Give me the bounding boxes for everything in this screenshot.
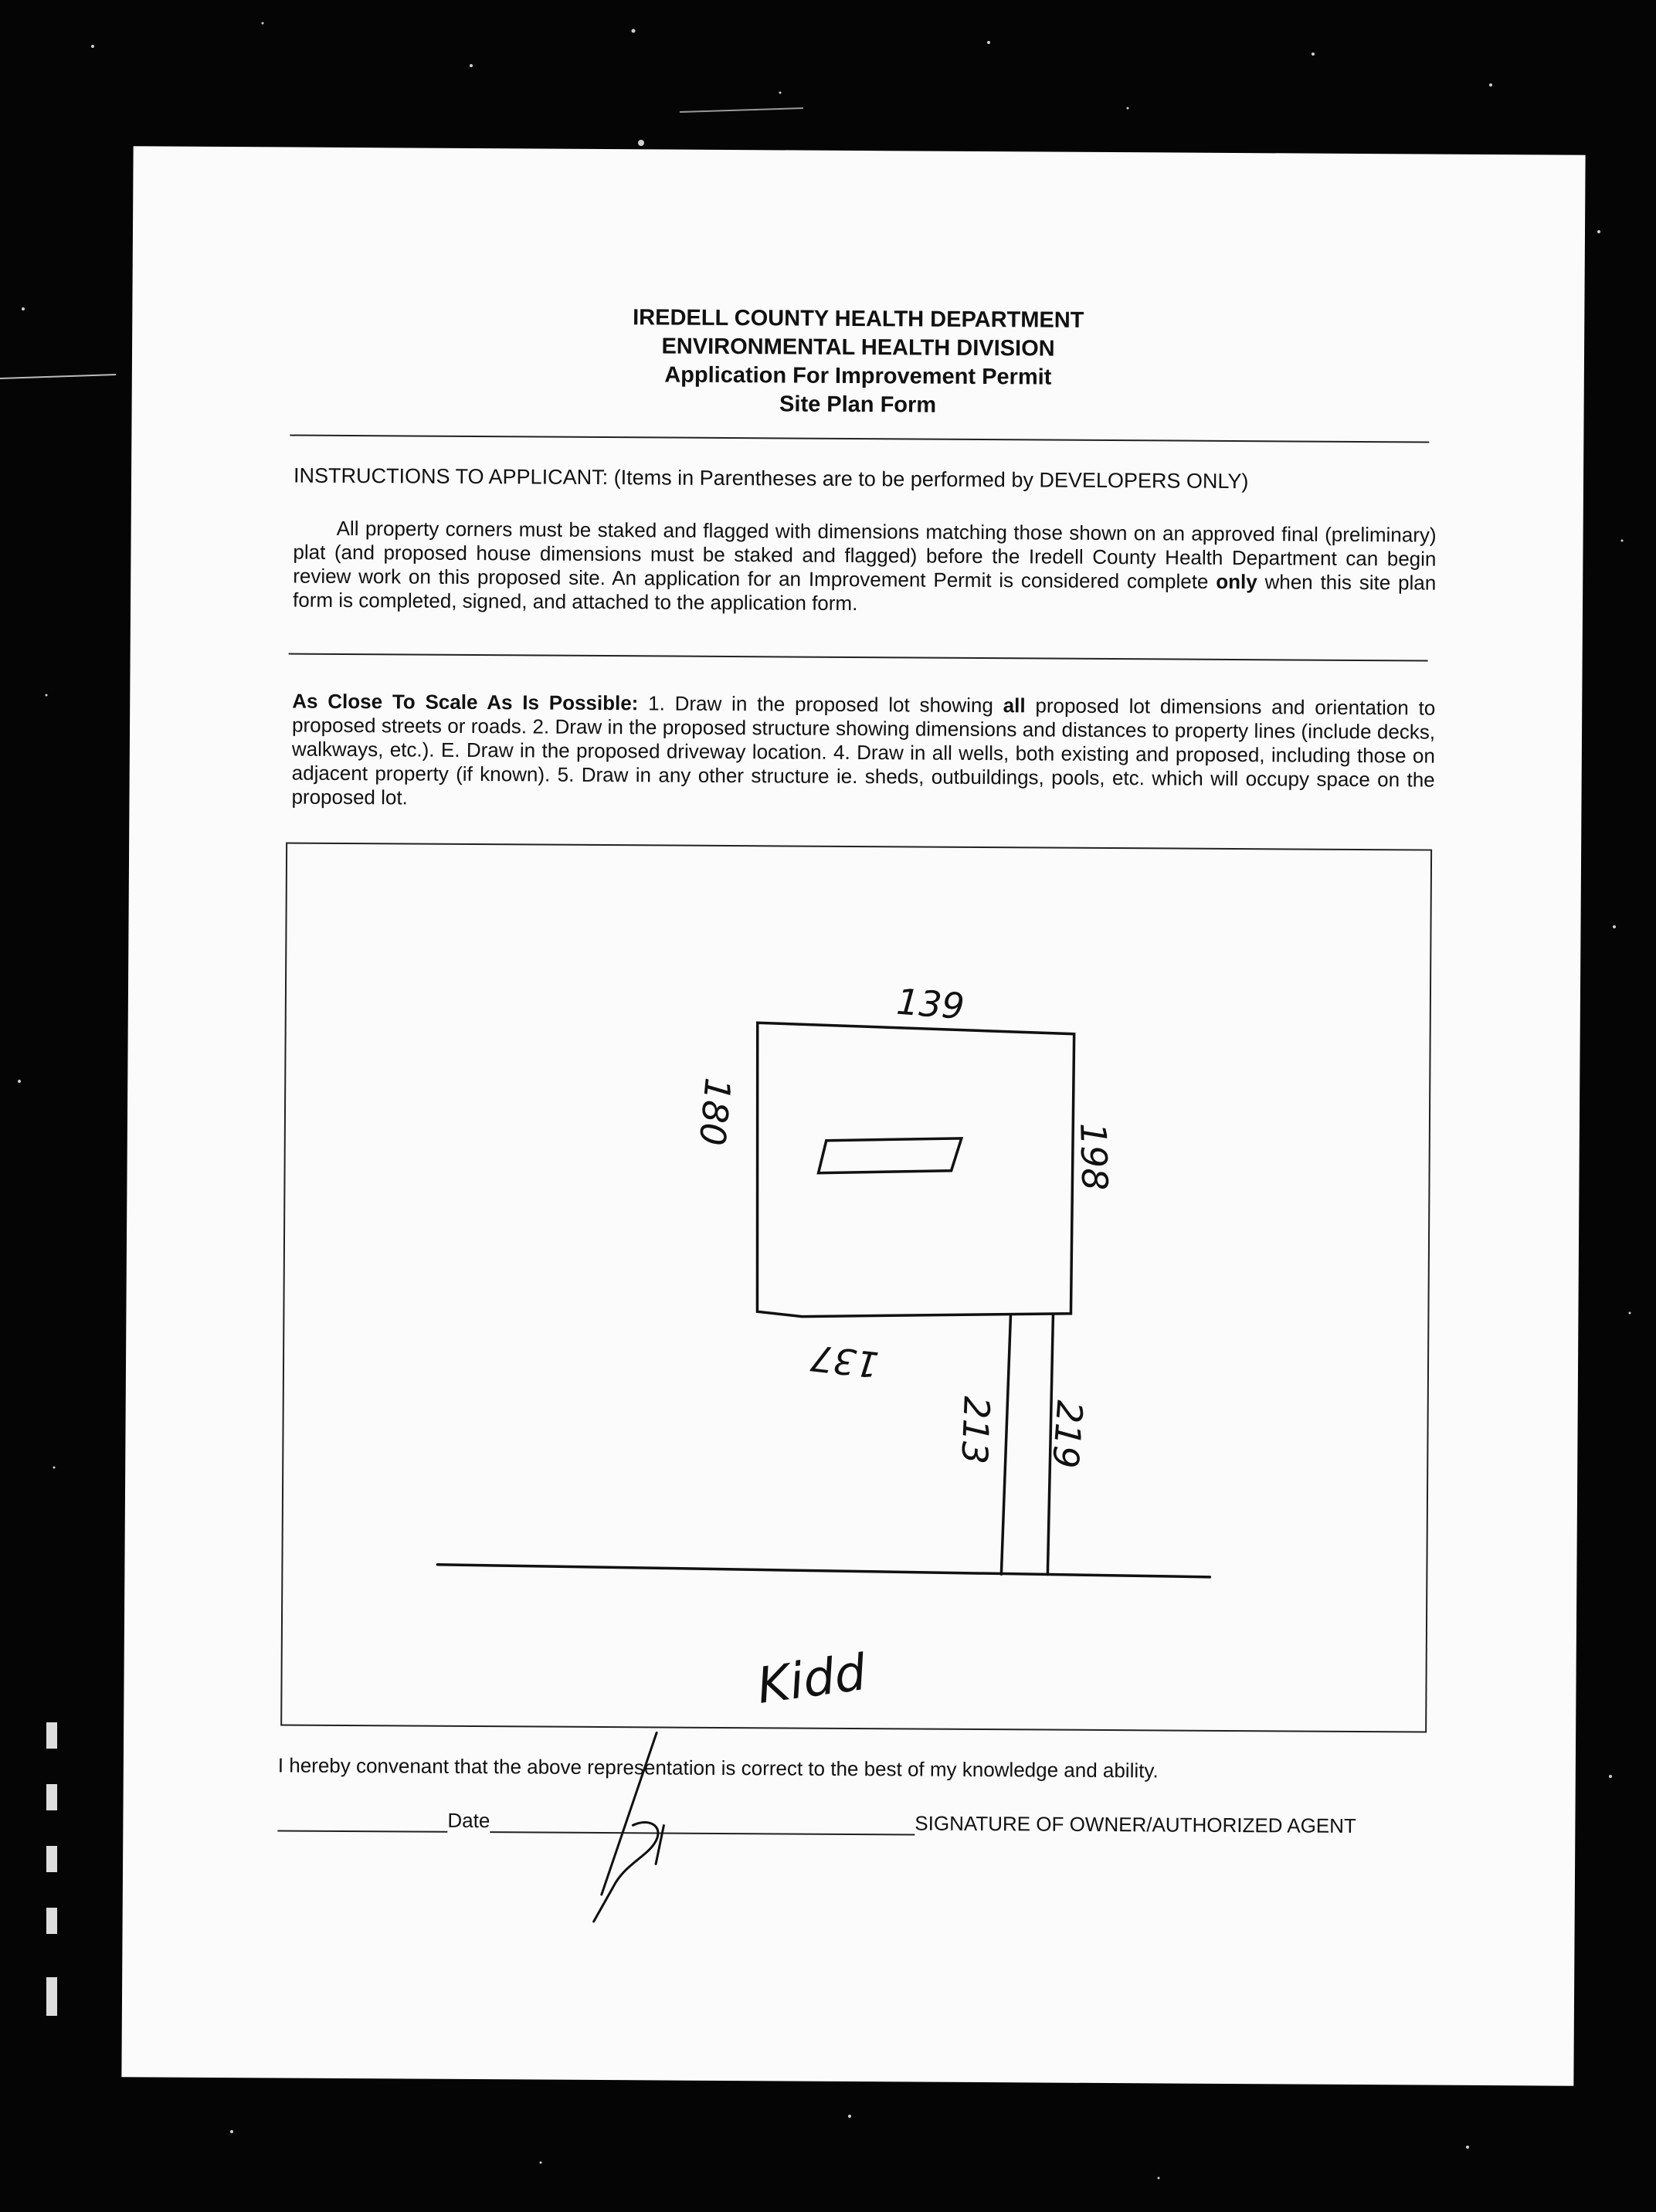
handwritten-signature bbox=[540, 1709, 742, 1927]
driveway-left-edge bbox=[1001, 1316, 1010, 1574]
header-department: IREDELL COUNTY HEALTH DEPARTMENT bbox=[633, 305, 1084, 333]
dim-bottom-137: 137 bbox=[808, 1336, 881, 1386]
scale-text-all: all bbox=[1003, 694, 1026, 718]
header-application: Application For Improvement Permit bbox=[664, 362, 1052, 390]
site-plan-drawing-box bbox=[280, 843, 1432, 1733]
dim-top-139: 139 bbox=[894, 980, 966, 1028]
date-label: Date bbox=[447, 1808, 490, 1833]
header-form-title: Site Plan Form bbox=[779, 392, 937, 418]
header-divider bbox=[290, 435, 1429, 443]
header-division: ENVIRONMENTAL HEALTH DIVISION bbox=[661, 334, 1055, 361]
road-label-kidd: Kidd bbox=[754, 1644, 870, 1715]
edge-stamp-marks bbox=[31, 1722, 93, 2047]
signature-line bbox=[277, 1807, 1356, 1838]
scale-text-a: 1. Draw in the proposed lot showing bbox=[638, 691, 1003, 718]
site-plan-form-page bbox=[121, 146, 1585, 2085]
scale-lead: As Close To Scale As Is Possible: bbox=[292, 689, 639, 715]
form-header bbox=[132, 300, 1585, 423]
instructions-paragraph bbox=[293, 517, 1437, 619]
instructions-text-only: only bbox=[1216, 569, 1257, 594]
road-line bbox=[437, 1565, 1210, 1577]
scale-instructions bbox=[291, 690, 1435, 816]
dim-drive-right-219: 219 bbox=[1043, 1399, 1091, 1471]
dim-left-180: 180 bbox=[691, 1076, 739, 1148]
instructions-divider bbox=[289, 653, 1428, 662]
agent-label: SIGNATURE OF OWNER/AUTHORIZED AGENT bbox=[915, 1811, 1356, 1837]
scale-text-b: proposed lot dimensions and orientation to proposed streets or roads. 2. Draw in the proposed structure showing dimensions and distances to property lines (include decks, walkways, etc.). E. Draw in the proposed driveway location. 4. Draw in all wells, both existing and proposed, including those on adjacent property (if known). 5. Draw in any other structure ie. sheds, outbuildings, pools, etc. which will occupy space on the proposed lot. bbox=[291, 694, 1436, 809]
site-plan-sketch bbox=[282, 844, 1430, 1732]
dim-right-198: 198 bbox=[1072, 1121, 1116, 1192]
covenant-statement: I hereby convenant that the above representation is correct to the best of my knowledge and ability. bbox=[277, 1753, 1159, 1783]
house-footprint bbox=[819, 1138, 962, 1174]
instructions-heading: INSTRUCTIONS TO APPLICANT: (Items in Parentheses are to be performed by DEVELOPERS ONLY) bbox=[293, 463, 1249, 494]
instructions-text-b: when this site plan form is completed, signed, and attached to the application form. bbox=[292, 570, 1437, 616]
instructions-text-a: All property corners must be staked and flagged with dimensions matching those shown on an approved final (preliminary) plat (and proposed house dimensions must be staked and flagged) before the Iredell County Health Department can begin review work on this proposed site. An application for an Improvement Permit is considered complete bbox=[293, 516, 1437, 593]
date-blank bbox=[277, 1810, 447, 1832]
dim-drive-left-213: 213 bbox=[953, 1395, 998, 1465]
